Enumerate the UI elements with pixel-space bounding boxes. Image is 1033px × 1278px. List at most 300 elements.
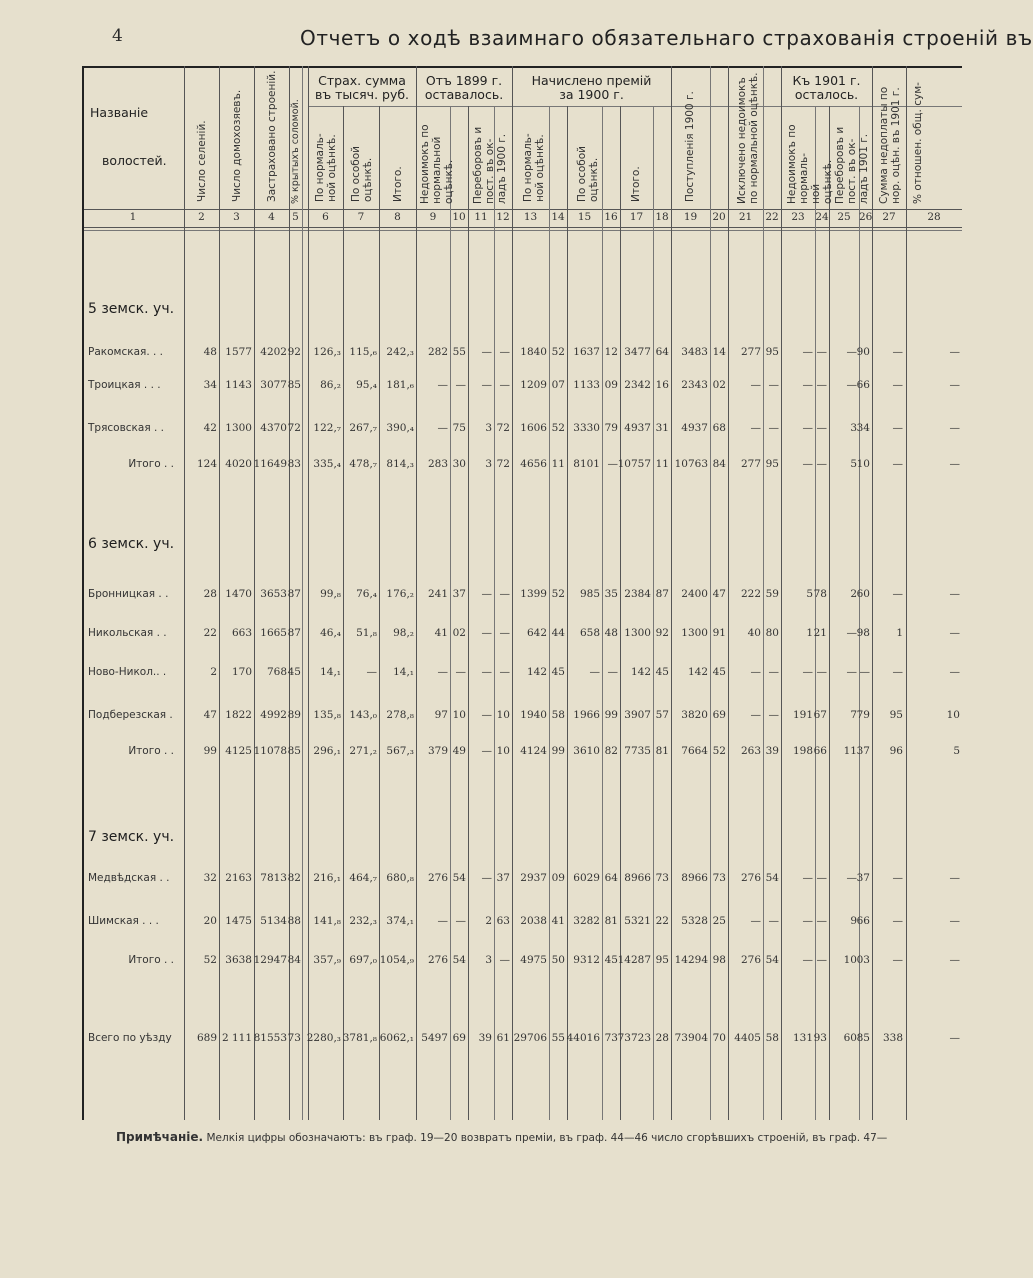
table-cell: 8101 bbox=[573, 458, 600, 470]
col-divider bbox=[450, 106, 451, 1120]
table-cell: 176,₂ bbox=[386, 588, 414, 600]
table-cell: — bbox=[481, 627, 492, 639]
column-number: 20 bbox=[712, 211, 726, 223]
col-divider bbox=[653, 106, 654, 1120]
column-number: 1 bbox=[129, 211, 137, 223]
col-divider bbox=[567, 106, 568, 1120]
table-cell: 3330 bbox=[573, 422, 600, 434]
table-cell: 5 bbox=[953, 745, 960, 757]
column-number: 27 bbox=[882, 211, 896, 223]
table-cell: 276 bbox=[740, 954, 761, 966]
table-cell: — bbox=[802, 346, 813, 358]
column-number: 8 bbox=[394, 211, 401, 223]
table-cell: 12 bbox=[604, 346, 618, 358]
table-cell: 14287 bbox=[617, 954, 651, 966]
table-cell: 379 bbox=[427, 745, 448, 757]
table-cell: 69 bbox=[712, 709, 726, 721]
table-cell: 10 bbox=[496, 745, 510, 757]
table-cell: — bbox=[750, 379, 761, 391]
table-cell: 02 bbox=[712, 379, 726, 391]
table-cell: 4405 bbox=[734, 1032, 761, 1044]
table-cell: 52 bbox=[712, 745, 726, 757]
column-number: 7 bbox=[357, 211, 365, 223]
column-number: 5 bbox=[292, 211, 299, 223]
table-cell: 191 bbox=[792, 709, 813, 721]
table-cell: 45 bbox=[551, 666, 565, 678]
table-cell: 4992 bbox=[260, 709, 287, 721]
col-divider bbox=[494, 106, 495, 1120]
table-cell: — bbox=[481, 379, 492, 391]
table-cell: 2342 bbox=[624, 379, 651, 391]
col-number-rule bbox=[82, 227, 962, 228]
table-cell: — bbox=[816, 954, 827, 966]
table-cell: 3077 bbox=[260, 379, 287, 391]
table-cell: 464,₇ bbox=[349, 872, 377, 884]
table-cell: — bbox=[816, 666, 827, 678]
table-cell: 4975 bbox=[520, 954, 547, 966]
column-number: 13 bbox=[523, 211, 538, 223]
table-cell: 242,₃ bbox=[386, 346, 414, 358]
table-cell: 87 bbox=[655, 588, 669, 600]
table-cell: 3 bbox=[485, 422, 492, 434]
table-cell: — bbox=[892, 666, 903, 678]
table-cell: 72 bbox=[496, 422, 510, 434]
table-cell: 232,₃ bbox=[349, 915, 377, 927]
table-cell: 47 bbox=[203, 709, 217, 721]
table-cell: 768 bbox=[266, 666, 287, 678]
table-cell: 115,₆ bbox=[349, 346, 377, 358]
table-cell: 4937 bbox=[681, 422, 708, 434]
header-arrears-1899: Недоимокъ по нормальной оцѣнкѣ. bbox=[419, 124, 455, 204]
table-cell: 60 bbox=[856, 588, 870, 600]
table-cell: 41 bbox=[434, 627, 448, 639]
table-cell: — bbox=[846, 346, 857, 358]
footnote bbox=[116, 1130, 887, 1144]
footnote-text: Мелкія цифры обозначаютъ: въ граф. 19—20 возвратъ преміи, въ граф. 44—46 число сгорѣвшихъ строеній, въ граф. 47— bbox=[206, 1132, 888, 1144]
table-cell: 14 bbox=[712, 346, 726, 358]
table-cell: 73 bbox=[287, 1032, 301, 1044]
table-cell: 3653 bbox=[260, 588, 287, 600]
table-cell: 2 bbox=[485, 915, 492, 927]
table-cell: 135,₈ bbox=[313, 709, 341, 721]
table-cell: 50 bbox=[551, 954, 565, 966]
table-cell: 1209 bbox=[520, 379, 547, 391]
table-cell: 42 bbox=[203, 422, 217, 434]
table-cell: 14,₁ bbox=[320, 666, 341, 678]
table-cell: 338 bbox=[882, 1032, 903, 1044]
table-cell: — bbox=[750, 915, 761, 927]
table-cell: 3 bbox=[850, 422, 857, 434]
table-cell: 58 bbox=[551, 709, 565, 721]
table-cell: 07 bbox=[551, 379, 565, 391]
table-cell: 16 bbox=[655, 379, 669, 391]
table-cell: — bbox=[892, 954, 903, 966]
table-cell: 90 bbox=[856, 346, 870, 358]
table-cell: 31 bbox=[655, 422, 669, 434]
table-cell: 680,₈ bbox=[386, 872, 414, 884]
table-cell: 1940 bbox=[520, 709, 547, 721]
table-cell: 2 111 bbox=[221, 1032, 252, 1044]
table-cell: 5328 bbox=[681, 915, 708, 927]
header-bottom-rule bbox=[82, 209, 962, 210]
table-cell: 70 bbox=[712, 1032, 726, 1044]
table-cell: 1300 bbox=[681, 627, 708, 639]
table-cell: 11 bbox=[551, 458, 565, 470]
column-number: 2 bbox=[198, 211, 205, 223]
volost-name: Медвѣдская . . bbox=[88, 872, 170, 884]
table-cell: 21 bbox=[813, 627, 827, 639]
table-cell: 54 bbox=[452, 954, 466, 966]
table-cell: — bbox=[437, 422, 448, 434]
table-cell: — bbox=[892, 422, 903, 434]
table-cell: 3477 bbox=[624, 346, 651, 358]
table-cell: — bbox=[499, 954, 510, 966]
table-cell: 357,₉ bbox=[313, 954, 341, 966]
table-cell: — bbox=[750, 422, 761, 434]
table-cell: — bbox=[437, 666, 448, 678]
table-cell: 10763 bbox=[674, 458, 708, 470]
table-cell: 45 bbox=[655, 666, 669, 678]
volost-name: Трясовская . . bbox=[88, 422, 164, 434]
table-cell: 55 bbox=[452, 346, 466, 358]
col-number-rule-2 bbox=[82, 230, 962, 231]
table-cell: 85 bbox=[287, 745, 301, 757]
table-cell: 54 bbox=[765, 954, 779, 966]
table-cell: 198 bbox=[792, 745, 813, 757]
table-cell: 689 bbox=[196, 1032, 217, 1044]
table-cell: 95 bbox=[765, 458, 779, 470]
table-cell: 1822 bbox=[225, 709, 252, 721]
table-cell: 1 bbox=[896, 627, 903, 639]
table-cell: 267,₇ bbox=[349, 422, 377, 434]
table-cell: 1475 bbox=[225, 915, 252, 927]
table-cell: 658 bbox=[579, 627, 600, 639]
table-cell: 7735 bbox=[624, 745, 651, 757]
table-cell: 37 bbox=[856, 872, 870, 884]
table-cell: 7 bbox=[850, 709, 857, 721]
page-number: 4 bbox=[112, 26, 123, 46]
header-villages: Число селеній. bbox=[196, 120, 208, 202]
table-cell: 12947 bbox=[253, 954, 287, 966]
table-cell: 44016 bbox=[566, 1032, 600, 1044]
table-cell: — bbox=[481, 346, 492, 358]
table-cell: 1577 bbox=[225, 346, 252, 358]
table-cell: — bbox=[499, 379, 510, 391]
table-cell: 278,₈ bbox=[386, 709, 414, 721]
table-cell: 4020 bbox=[225, 458, 252, 470]
table-cell: 72 bbox=[496, 458, 510, 470]
table-cell: 216,₁ bbox=[313, 872, 341, 884]
table-cell: 10 bbox=[856, 458, 870, 470]
table-cell: 276 bbox=[427, 954, 448, 966]
name-header-line-2: волостей. bbox=[102, 153, 167, 168]
table-cell: — bbox=[892, 379, 903, 391]
table-cell: 4124 bbox=[520, 745, 547, 757]
table-cell: 72 bbox=[287, 422, 301, 434]
table-cell: 6062,₁ bbox=[379, 1032, 414, 1044]
table-cell: — bbox=[481, 872, 492, 884]
table-cell: — bbox=[481, 709, 492, 721]
column-number: 10 bbox=[452, 211, 466, 223]
table-cell: — bbox=[846, 379, 857, 391]
table-cell: 82 bbox=[604, 745, 618, 757]
header-overpay-1900: Переборовъ и пост. въ ок- ладъ 1900 г. bbox=[472, 126, 508, 204]
table-cell: 79 bbox=[856, 709, 870, 721]
table-cell: 3282 bbox=[573, 915, 600, 927]
table-cell: — bbox=[892, 458, 903, 470]
table-cell: — bbox=[750, 709, 761, 721]
table-cell: 51,₈ bbox=[356, 627, 377, 639]
group-header-sum: Страх. сумма въ тысяч. руб. bbox=[314, 73, 410, 102]
table-cell: 98 bbox=[712, 954, 726, 966]
header-excluded-arrears: Исключено недоимокъ по нормальной оцѣнкѣ. bbox=[736, 72, 760, 204]
table-cell: 478,₇ bbox=[349, 458, 377, 470]
table-cell: 88 bbox=[287, 915, 301, 927]
table-cell: — bbox=[802, 954, 813, 966]
table-cell: 663 bbox=[231, 627, 252, 639]
table-cell: — bbox=[499, 627, 510, 639]
table-cell: 142 bbox=[526, 666, 547, 678]
column-number: 16 bbox=[604, 211, 618, 223]
table-cell: 55 bbox=[551, 1032, 565, 1044]
table-cell: 84 bbox=[712, 458, 726, 470]
column-number: 12 bbox=[496, 211, 510, 223]
table-cell: 64 bbox=[604, 872, 618, 884]
table-cell: 85 bbox=[287, 379, 301, 391]
table-cell: — bbox=[768, 422, 779, 434]
table-cell: — bbox=[892, 588, 903, 600]
column-number: 15 bbox=[577, 211, 592, 223]
table-cell: — bbox=[802, 915, 813, 927]
table-cell: 73 bbox=[604, 1032, 618, 1044]
table-cell: 89 bbox=[287, 709, 301, 721]
table-cell: 45 bbox=[287, 666, 301, 678]
table-cell: 6029 bbox=[573, 872, 600, 884]
table-cell: 14294 bbox=[674, 954, 708, 966]
table-cell: 1054,₉ bbox=[379, 954, 414, 966]
column-number: 6 bbox=[322, 211, 329, 223]
header-overpay-1901: Переборовъ и пост. въ ок- ладъ 1901 г. bbox=[834, 126, 870, 204]
table-cell: 181,₆ bbox=[386, 379, 414, 391]
table-cell: — bbox=[949, 588, 960, 600]
table-cell: 98 bbox=[856, 627, 870, 639]
table-cell: 1470 bbox=[225, 588, 252, 600]
column-number: 4 bbox=[268, 211, 275, 223]
table-cell: — bbox=[589, 666, 600, 678]
table-cell: 99 bbox=[203, 745, 217, 757]
table-cell: — bbox=[366, 666, 377, 678]
table-cell: 1143 bbox=[225, 379, 252, 391]
table-cell: 1637 bbox=[573, 346, 600, 358]
volost-name: Подберезская . bbox=[88, 709, 173, 721]
subtotal-row-label: Итого . . bbox=[128, 458, 174, 470]
section-heading: 7 земск. уч. bbox=[88, 829, 175, 845]
column-number: 24 bbox=[815, 211, 829, 223]
table-cell: 1399 bbox=[520, 588, 547, 600]
column-number: 3 bbox=[233, 211, 240, 223]
table-cell: 83 bbox=[287, 458, 301, 470]
table-cell: 5 bbox=[850, 458, 857, 470]
volost-name: Бронницкая . . bbox=[88, 588, 169, 600]
table-cell: — bbox=[846, 666, 857, 678]
volost-name: Всего по уѣзду bbox=[88, 1032, 172, 1044]
table-cell: — bbox=[816, 422, 827, 434]
table-cell: 60 bbox=[843, 1032, 857, 1044]
table-cell: 3907 bbox=[624, 709, 651, 721]
table-cell: 73904 bbox=[674, 1032, 708, 1044]
table-cell: 5134 bbox=[260, 915, 287, 927]
table-cell: 37 bbox=[496, 872, 510, 884]
table-cell: 81553 bbox=[253, 1032, 287, 1044]
table-cell: 374,₁ bbox=[386, 915, 414, 927]
table-cell: 390,₄ bbox=[386, 422, 414, 434]
table-cell: — bbox=[802, 872, 813, 884]
header-shortfall-1901: Сумма недоплаты по нор. оцѣн. въ 1901 г. bbox=[878, 86, 902, 204]
table-cell: — bbox=[816, 379, 827, 391]
table-cell: 1665 bbox=[260, 627, 287, 639]
table-cell: 3638 bbox=[225, 954, 252, 966]
column-number: 28 bbox=[927, 211, 941, 223]
table-cell: 96 bbox=[889, 745, 903, 757]
table-cell: 126,₃ bbox=[313, 346, 341, 358]
table-cell: 7664 bbox=[681, 745, 708, 757]
table-cell: 11 bbox=[843, 745, 857, 757]
table-cell: 29706 bbox=[513, 1032, 547, 1044]
table-cell: 73 bbox=[712, 872, 726, 884]
table-cell: 64 bbox=[655, 346, 669, 358]
column-number: 11 bbox=[474, 211, 488, 223]
table-cell: 09 bbox=[604, 379, 618, 391]
header-householders: Число домохозяевъ. bbox=[231, 89, 243, 202]
col-divider bbox=[302, 66, 303, 1120]
table-cell: 97 bbox=[434, 709, 448, 721]
table-cell: 52 bbox=[551, 588, 565, 600]
table-cell: — bbox=[455, 379, 466, 391]
table-cell: 5 bbox=[806, 588, 813, 600]
table-cell: 9312 bbox=[573, 954, 600, 966]
table-cell: — bbox=[892, 872, 903, 884]
table-cell: 10 bbox=[452, 709, 466, 721]
table-cell: — bbox=[437, 915, 448, 927]
table-cell: 141,₈ bbox=[313, 915, 341, 927]
col-divider bbox=[602, 106, 603, 1120]
table-cell: 1 bbox=[806, 627, 813, 639]
table-cell: — bbox=[892, 915, 903, 927]
table-cell: — bbox=[607, 458, 618, 470]
table-cell: 4202 bbox=[260, 346, 287, 358]
group-header-1899: Отъ 1899 г. оставалось. bbox=[424, 73, 504, 102]
table-cell: 57 bbox=[655, 709, 669, 721]
table-cell: 2 bbox=[850, 588, 857, 600]
column-number: 25 bbox=[837, 211, 851, 223]
table-cell: — bbox=[816, 872, 827, 884]
table-cell: 20 bbox=[203, 915, 217, 927]
column-number: 23 bbox=[791, 211, 805, 223]
table-cell: 263 bbox=[740, 745, 761, 757]
table-cell: 66 bbox=[813, 745, 827, 757]
table-cell: 814,₃ bbox=[386, 458, 414, 470]
table-cell: 45 bbox=[712, 666, 726, 678]
header-premium-normal: По нормаль- ной оцѣнкѣ. bbox=[522, 133, 546, 202]
table-cell: 30 bbox=[452, 458, 466, 470]
table-cell: 9 bbox=[850, 915, 857, 927]
table-cell: 277 bbox=[740, 458, 761, 470]
table-cell: — bbox=[816, 458, 827, 470]
table-cell: 10 bbox=[843, 954, 857, 966]
table-cell: 1840 bbox=[520, 346, 547, 358]
table-cell: — bbox=[949, 458, 960, 470]
table-cell: 3820 bbox=[681, 709, 708, 721]
col-divider bbox=[829, 106, 830, 1120]
table-cell: 44 bbox=[551, 627, 565, 639]
table-cell: 22 bbox=[203, 627, 217, 639]
table-cell: — bbox=[949, 915, 960, 927]
table-cell: 34 bbox=[856, 422, 870, 434]
column-number: 18 bbox=[655, 211, 669, 223]
table-cell: — bbox=[846, 872, 857, 884]
table-cell: 49 bbox=[452, 745, 466, 757]
table-cell: 76,₄ bbox=[356, 588, 377, 600]
table-cell: 95,₄ bbox=[356, 379, 377, 391]
table-cell: 37 bbox=[452, 588, 466, 600]
column-number: 17 bbox=[629, 211, 644, 223]
table-cell: — bbox=[768, 666, 779, 678]
table-cell: 41 bbox=[551, 915, 565, 927]
table-cell: 2038 bbox=[520, 915, 547, 927]
table-cell: 59 bbox=[765, 588, 779, 600]
group-header-1901: Къ 1901 г. осталось. bbox=[792, 73, 861, 102]
table-cell: 48 bbox=[604, 627, 618, 639]
table-cell: 46,₄ bbox=[320, 627, 341, 639]
table-cell: 11 bbox=[655, 458, 669, 470]
column-number: 22 bbox=[765, 211, 779, 223]
table-top-rule bbox=[82, 66, 962, 68]
table-cell: 39 bbox=[765, 745, 779, 757]
header-normal-eval: По нормаль- ной оцѣнкѣ. bbox=[314, 133, 338, 202]
table-cell: — bbox=[802, 422, 813, 434]
table-cell: 54 bbox=[452, 872, 466, 884]
header-straw-roof-pct: % крытыхъ соломой. bbox=[290, 99, 301, 204]
table-cell: 25 bbox=[712, 915, 726, 927]
table-cell: 271,₂ bbox=[349, 745, 377, 757]
table-cell: 52 bbox=[203, 954, 217, 966]
table-cell: 222 bbox=[740, 588, 761, 600]
table-cell: 92 bbox=[287, 346, 301, 358]
table-cell: 3610 bbox=[573, 745, 600, 757]
table-cell: — bbox=[455, 915, 466, 927]
table-cell: 2384 bbox=[624, 588, 651, 600]
table-cell: — bbox=[499, 588, 510, 600]
table-cell: 95 bbox=[765, 346, 779, 358]
table-cell: — bbox=[949, 379, 960, 391]
column-number: 9 bbox=[429, 211, 437, 223]
table-cell: 86,₂ bbox=[320, 379, 341, 391]
table-cell: 3 bbox=[485, 458, 492, 470]
table-cell: 4125 bbox=[225, 745, 252, 757]
page-title: Отчетъ о ходѣ взаимнаго обязательнаго страхованія строеній въ bbox=[300, 26, 1033, 50]
table-cell: — bbox=[499, 666, 510, 678]
table-cell: — bbox=[768, 709, 779, 721]
table-cell: — bbox=[437, 379, 448, 391]
table-cell: 642 bbox=[526, 627, 547, 639]
table-cell: 99,₈ bbox=[320, 588, 341, 600]
volost-name: Троицкая . . . bbox=[88, 379, 161, 391]
col-divider bbox=[549, 106, 550, 1120]
volost-name: Ракомская. . . bbox=[88, 346, 164, 358]
table-cell: 34 bbox=[203, 379, 217, 391]
header-pct-ratio: % отношен. общ. сум- bbox=[912, 82, 924, 204]
table-cell: — bbox=[949, 1032, 960, 1044]
